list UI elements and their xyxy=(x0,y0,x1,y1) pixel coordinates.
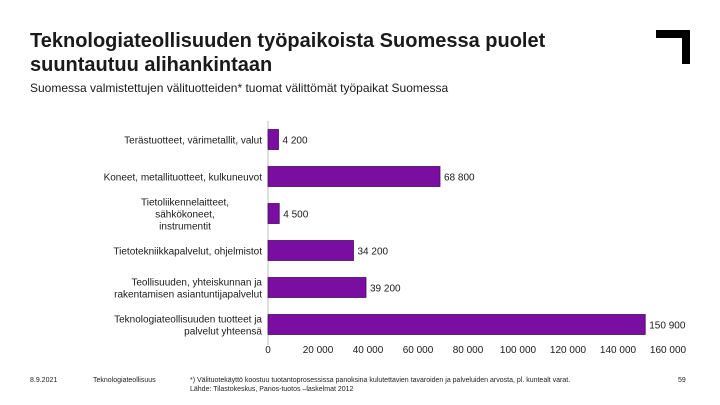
x-tick-label: 20 000 xyxy=(302,345,334,356)
category-label: instrumentit xyxy=(159,221,211,233)
footer-source-line: Lähde: Tilastokeskus, Panos-tuotos –laskelmat 2012 xyxy=(190,386,354,393)
x-tick-label: 40 000 xyxy=(352,345,384,356)
x-tick-label: 80 000 xyxy=(452,345,484,356)
page-subtitle: Suomessa valmistettujen välituotteiden* tuomat välittömät työpaikat Suomessa xyxy=(30,81,449,95)
category-label: Teknologiateollisuuden tuotteet ja xyxy=(114,314,262,326)
x-tick-label: 140 000 xyxy=(599,345,637,356)
bar xyxy=(268,204,279,224)
bar-value-label: 150 900 xyxy=(649,320,686,332)
bar xyxy=(268,278,366,298)
x-tick-label: 120 000 xyxy=(549,345,587,356)
category-label: rakentamisen asiantuntijapalvelut xyxy=(114,289,262,301)
category-label: Terästuotteet, värimetallit, valut xyxy=(124,135,262,147)
category-label: Koneet, metallituotteet, kulkuneuvot xyxy=(103,172,262,184)
bar xyxy=(268,167,440,187)
category-label: palvelut yhteensä xyxy=(184,326,262,338)
page-number: 59 xyxy=(678,377,686,384)
bar-value-label: 34 200 xyxy=(357,246,389,258)
bar-value-label: 4 500 xyxy=(283,209,309,221)
x-tick-label: 160 000 xyxy=(649,345,687,356)
category-label: Tietotekniikkapalvelut, ohjelmistot xyxy=(113,246,262,258)
footer-date: 8.9.2021 xyxy=(30,377,58,384)
x-tick-label: 60 000 xyxy=(402,345,434,356)
x-tick-label: 0 xyxy=(265,345,271,356)
footer-note-line: *) Välituotekäyttö koostuu tuotantoprosessissa panoksina kulutettavien tavaroiden ja palveluiden arvosta, pl. kuntealt varat. xyxy=(190,377,571,384)
category-label: Tietoliikennelaitteet, xyxy=(140,197,230,209)
bar-value-label: 39 200 xyxy=(370,283,401,295)
bar xyxy=(268,315,645,335)
bar-value-label: 4 200 xyxy=(282,135,308,147)
bar xyxy=(268,130,279,150)
bar-value-label: 68 800 xyxy=(444,172,475,184)
footer-organization: Teknologiateollisuus xyxy=(93,377,156,384)
page-title: Teknologiateollisuuden työpaikoista Suomessa puolet suuntautuu alihankintaan xyxy=(30,30,546,76)
footer-note xyxy=(190,376,650,394)
category-label: sähkökoneet, xyxy=(155,209,215,221)
x-tick-label: 100 000 xyxy=(499,345,537,356)
category-label: Teollisuuden, yhteiskunnan ja xyxy=(131,277,262,289)
bar xyxy=(268,241,354,261)
